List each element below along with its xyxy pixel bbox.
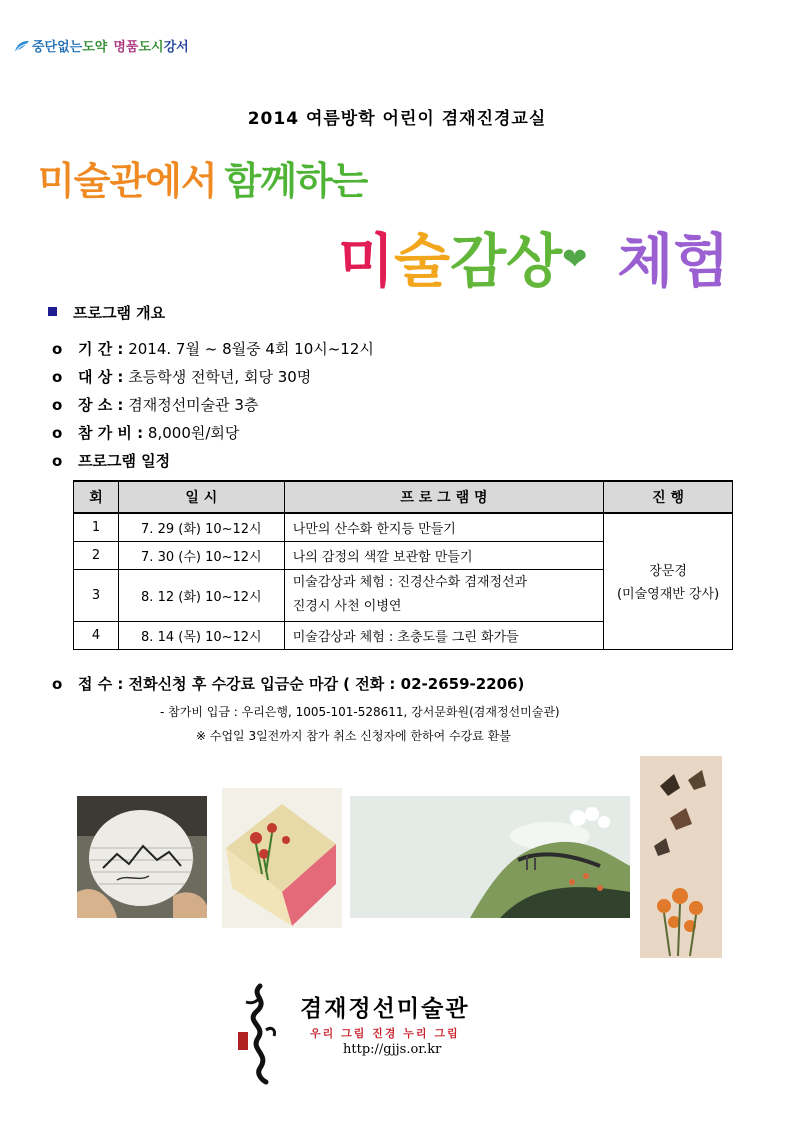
calligraphy-logo <box>236 982 284 1086</box>
header-instructor: 진 행 <box>604 481 733 513</box>
logo-text-5: 강서 <box>163 40 189 55</box>
info-period-label: 기 간 : <box>78 340 124 358</box>
bullet-square-icon <box>48 307 57 316</box>
info-period <box>52 338 374 359</box>
instructor-name: 장문경 <box>649 564 687 580</box>
info-fee-label: 참 가 비 : <box>78 424 144 442</box>
title-part-together: 함께하는 <box>224 159 368 203</box>
bullet-circle-icon: o <box>52 340 63 358</box>
page-subtitle: 2014 여름방학 어린이 겸재진경교실 <box>247 109 547 129</box>
bullet-circle-icon: o <box>52 675 63 693</box>
header-datetime: 일 시 <box>118 481 284 513</box>
row-program-line2: 진경시 사천 이병연 <box>292 599 402 614</box>
registration-note-payment: - 참가비 입금 : 우리은행, 1005-101-528611, 강서문화원(겸재정선미술관) <box>160 705 560 719</box>
lantern-photo <box>77 796 207 918</box>
bullet-circle-icon: o <box>52 452 63 470</box>
row-number: 3 <box>74 569 119 621</box>
info-place <box>52 394 258 415</box>
info-target <box>52 366 311 387</box>
logo-text-4: 도시 <box>138 40 164 55</box>
gangseo-logo <box>14 36 189 55</box>
bullet-circle-icon: o <box>52 396 63 414</box>
info-target-label: 대 상 : <box>78 368 124 386</box>
info-target-value: 초등학생 전학년, 회당 30명 <box>128 368 312 386</box>
row-date: 8. 14 (목) 10~12시 <box>118 621 284 649</box>
instructor-cell <box>604 513 733 649</box>
title-part-museum: 미술관에서 <box>38 159 217 203</box>
row-date: 7. 29 (화) 10~12시 <box>118 513 284 541</box>
bullet-circle-icon: o <box>52 424 63 442</box>
schedule-table <box>73 480 733 650</box>
registration-label: 접 수 : <box>78 675 124 693</box>
title-char-sul: 술 <box>394 227 451 295</box>
info-place-value: 겸재정선미술관 3층 <box>128 396 259 414</box>
heart-icon: ❤ <box>562 242 588 277</box>
leaf-icon <box>14 40 30 52</box>
row-number: 4 <box>74 621 119 649</box>
title-line-1 <box>38 150 367 205</box>
museum-url-link[interactable]: http://gjjs.or.kr <box>343 1042 442 1057</box>
info-place-label: 장 소 : <box>78 396 124 414</box>
section-heading <box>48 302 165 323</box>
table-header-row <box>74 481 733 513</box>
info-schedule-label: 프로그램 일정 <box>78 452 171 470</box>
logo-text-1: 중단없는 <box>32 40 83 55</box>
title-part-cheheom: 체험 <box>617 227 730 295</box>
title-char-mi: 미 <box>338 227 395 295</box>
row-program: 나만의 산수화 한지등 만들기 <box>284 513 603 541</box>
title-line-2 <box>338 214 729 298</box>
registration-line <box>52 673 524 694</box>
header-round: 회 <box>74 481 119 513</box>
museum-motto: 우리 그림 진경 누리 그림 <box>310 1027 460 1040</box>
info-schedule <box>52 450 170 471</box>
row-date: 8. 12 (화) 10~12시 <box>118 569 284 621</box>
landscape-painting-photo <box>350 796 630 918</box>
title-part-gamsang: 감상 <box>450 227 563 295</box>
section-heading-text: 프로그램 개요 <box>73 304 166 322</box>
colored-box-photo <box>222 788 342 928</box>
museum-name: 겸재정선미술관 <box>300 996 470 1022</box>
logo-text-3: 명품 <box>113 40 139 55</box>
info-fee-value: 8,000원/회당 <box>147 424 240 442</box>
instructor-role: (미술영재반 강사) <box>616 587 720 603</box>
row-date: 7. 30 (수) 10~12시 <box>118 541 284 569</box>
registration-value: 전화신청 후 수강료 입금순 마감 ( 전화 : 02-2659-2206) <box>128 675 525 693</box>
row-program-line1: 미술감상과 체험 : 진경산수화 겸재정선과 <box>292 575 528 590</box>
header-program: 프 로 그 램 명 <box>284 481 603 513</box>
row-program <box>284 569 603 621</box>
row-program: 미술감상과 체험 : 초충도를 그린 화가들 <box>284 621 603 649</box>
info-fee <box>52 422 239 443</box>
row-number: 2 <box>74 541 119 569</box>
table-row <box>74 513 733 541</box>
info-period-value: 2014. 7월 ~ 8월중 4회 10시~12시 <box>128 340 374 358</box>
logo-text-2: 도약 <box>82 40 108 55</box>
bullet-circle-icon: o <box>52 368 63 386</box>
insect-painting-photo <box>640 756 722 958</box>
row-program: 나의 감정의 색깔 보관함 만들기 <box>284 541 603 569</box>
row-number: 1 <box>74 513 119 541</box>
registration-note-refund: ※ 수업일 3일전까지 참가 취소 신청자에 한하여 수강료 환불 <box>196 729 511 743</box>
